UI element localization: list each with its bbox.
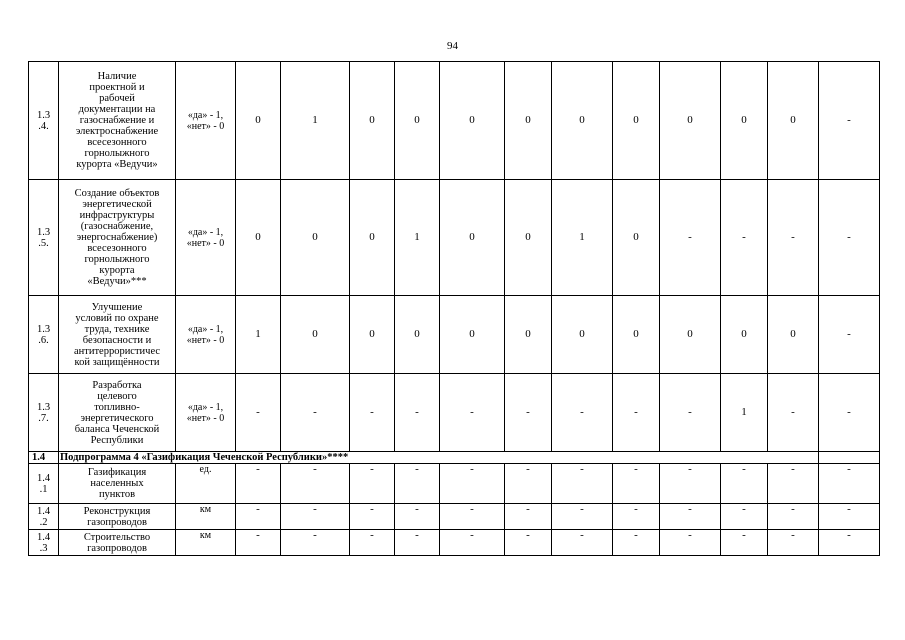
value-cell: - xyxy=(395,464,440,504)
value-cell: - xyxy=(236,504,281,530)
value-cell: - xyxy=(660,504,721,530)
value-cell: - xyxy=(768,464,819,504)
row-number-line: 1.4 xyxy=(36,531,51,543)
value-cell: - xyxy=(552,374,613,452)
table-row xyxy=(29,464,880,504)
value-cell: - xyxy=(505,504,552,530)
value-cell: - xyxy=(613,504,660,530)
value-cell: 0 xyxy=(505,296,552,374)
unit-line: «да» - 1, xyxy=(187,109,224,121)
indicator-name-line: Газификация xyxy=(87,467,147,478)
value-cell-last: - xyxy=(819,374,880,452)
value-cell: 0 xyxy=(505,180,552,296)
page-number: 94 xyxy=(447,40,458,52)
value-cell: 0 xyxy=(281,296,350,374)
unit-cell xyxy=(176,530,236,556)
value-cell: - xyxy=(281,464,350,504)
value-cell: 0 xyxy=(768,62,819,180)
indicator-name-line: газопроводов xyxy=(87,542,147,554)
unit-line: км xyxy=(199,530,212,541)
row-number-line: .3 xyxy=(39,542,48,554)
row-number-line: .6. xyxy=(38,334,49,346)
value-cell: - xyxy=(721,464,768,504)
value-cell-last: - xyxy=(819,296,880,374)
value-cell: 1 xyxy=(552,180,613,296)
indicator-name xyxy=(59,374,176,452)
indicator-name xyxy=(59,180,176,296)
value-cell: - xyxy=(552,504,613,530)
value-cell: - xyxy=(440,374,505,452)
indicator-name-line: Строительство xyxy=(83,531,151,543)
value-cell: 0 xyxy=(281,180,350,296)
unit-line: «нет» - 0 xyxy=(186,334,225,346)
unit-cell xyxy=(176,62,236,180)
row-number xyxy=(29,374,59,452)
section-end-cell xyxy=(819,452,880,464)
value-cell: 0 xyxy=(721,296,768,374)
indicator-name-line: населенных xyxy=(90,478,144,489)
value-cell: - xyxy=(281,530,350,556)
value-cell: - xyxy=(613,374,660,452)
table-row xyxy=(29,180,880,296)
row-number xyxy=(29,296,59,374)
indicator-name-line: курорта «Ведучи» xyxy=(76,159,158,170)
indicator-name-line: Республики xyxy=(90,434,144,446)
indicator-name-line: баланса Чеченской xyxy=(74,423,160,435)
indicator-name-line: газопроводов xyxy=(87,516,147,528)
unit-cell xyxy=(176,504,236,530)
row-number-line: 1.3 xyxy=(36,226,51,238)
row-number-line: .7. xyxy=(38,412,49,424)
unit-line: «нет» - 0 xyxy=(186,120,225,132)
value-cell: 0 xyxy=(721,62,768,180)
row-number xyxy=(29,62,59,180)
indicator-name-line: инфраструктуры xyxy=(79,210,155,221)
value-cell: - xyxy=(552,464,613,504)
value-cell: - xyxy=(768,530,819,556)
unit-cell xyxy=(176,464,236,504)
unit-line: ед. xyxy=(199,464,212,475)
value-cell: - xyxy=(236,530,281,556)
row-number-line: .2 xyxy=(39,516,48,528)
value-cell: - xyxy=(440,464,505,504)
indicator-name xyxy=(59,504,176,530)
value-cell: - xyxy=(768,180,819,296)
value-cell: - xyxy=(660,464,721,504)
unit-line: «нет» - 0 xyxy=(186,237,225,249)
value-cell: 0 xyxy=(395,62,440,180)
indicators-table xyxy=(28,61,880,556)
value-cell: 0 xyxy=(440,180,505,296)
unit-cell xyxy=(176,296,236,374)
value-cell: - xyxy=(395,504,440,530)
indicator-name-line: Реконструкция xyxy=(83,505,151,517)
value-cell: - xyxy=(505,374,552,452)
indicator-name-line: Улучшение xyxy=(91,301,143,313)
indicator-name-line: целевого xyxy=(97,390,137,402)
indicator-name xyxy=(59,296,176,374)
section-row xyxy=(29,452,880,464)
value-cell: 1 xyxy=(721,374,768,452)
value-cell: 0 xyxy=(613,62,660,180)
value-cell-last: - xyxy=(819,180,880,296)
value-cell: - xyxy=(281,374,350,452)
indicator-name-line: Создание объектов xyxy=(74,188,160,199)
value-cell: 0 xyxy=(440,62,505,180)
table-row xyxy=(29,62,880,180)
indicator-name-line: энергоснабжение) xyxy=(76,232,158,243)
indicator-name-line: (газоснабжение, xyxy=(80,221,154,232)
value-cell: 0 xyxy=(660,296,721,374)
value-cell: - xyxy=(395,374,440,452)
unit-line: «нет» - 0 xyxy=(186,412,225,424)
value-cell: 0 xyxy=(236,180,281,296)
row-number xyxy=(29,464,59,504)
value-cell: - xyxy=(660,180,721,296)
value-cell: 0 xyxy=(552,296,613,374)
indicator-name-line: труда, технике xyxy=(84,323,150,335)
value-cell: - xyxy=(613,530,660,556)
value-cell: - xyxy=(505,464,552,504)
row-number xyxy=(29,530,59,556)
indicator-name xyxy=(59,464,176,504)
value-cell: - xyxy=(236,374,281,452)
table-body xyxy=(29,62,880,556)
row-number-line: .4. xyxy=(38,120,49,132)
indicator-name-line: проектной и xyxy=(89,82,145,93)
value-cell: - xyxy=(613,464,660,504)
value-cell: 0 xyxy=(350,296,395,374)
section-number: 1.4 xyxy=(29,452,59,464)
indicator-name-line: горнолыжного xyxy=(84,254,150,265)
table-row xyxy=(29,374,880,452)
value-cell: - xyxy=(350,530,395,556)
value-cell: 0 xyxy=(552,62,613,180)
table-row xyxy=(29,296,880,374)
indicator-name-line: электроснабжение xyxy=(75,126,159,137)
value-cell: - xyxy=(395,530,440,556)
unit-line: «да» - 1, xyxy=(187,323,224,335)
indicator-name xyxy=(59,62,176,180)
indicator-name-line: курорта xyxy=(99,265,135,276)
row-number-line: 1.3 xyxy=(36,109,51,121)
value-cell: - xyxy=(721,180,768,296)
value-cell: - xyxy=(660,374,721,452)
unit-cell xyxy=(176,180,236,296)
table-row xyxy=(29,504,880,530)
table-row xyxy=(29,530,880,556)
value-cell: 0 xyxy=(440,296,505,374)
indicator-name-line: энергетического xyxy=(80,412,154,424)
value-cell: - xyxy=(350,504,395,530)
indicator-name-line: документации на xyxy=(78,104,156,115)
row-number xyxy=(29,180,59,296)
indicator-name-line: газоснабжение и xyxy=(79,115,155,126)
row-number-line: .5. xyxy=(38,237,49,249)
indicator-name-line: антитеррористичес xyxy=(73,345,161,357)
unit-cell xyxy=(176,374,236,452)
value-cell-last: - xyxy=(819,464,880,504)
value-cell: - xyxy=(721,504,768,530)
row-number-line: 1.4 xyxy=(36,505,51,517)
value-cell: 1 xyxy=(395,180,440,296)
value-cell: - xyxy=(505,530,552,556)
row-number xyxy=(29,504,59,530)
value-cell: - xyxy=(350,374,395,452)
value-cell: - xyxy=(440,504,505,530)
value-cell: 0 xyxy=(613,296,660,374)
value-cell: - xyxy=(552,530,613,556)
value-cell: - xyxy=(721,530,768,556)
value-cell: 0 xyxy=(660,62,721,180)
value-cell: 0 xyxy=(350,62,395,180)
indicator-name xyxy=(59,530,176,556)
section-title: Подпрограмма 4 «Газификация Чеченской Республики»**** xyxy=(59,452,819,464)
indicator-name-line: топливно- xyxy=(94,401,140,413)
value-cell: - xyxy=(281,504,350,530)
row-number-line: 1.4 xyxy=(36,472,51,484)
value-cell: - xyxy=(350,464,395,504)
value-cell: - xyxy=(660,530,721,556)
value-cell-last: - xyxy=(819,62,880,180)
indicator-name-line: пунктов xyxy=(98,489,136,500)
value-cell: 1 xyxy=(236,296,281,374)
value-cell: 0 xyxy=(350,180,395,296)
indicator-name-line: Разработка xyxy=(92,379,142,391)
unit-line: «да» - 1, xyxy=(187,401,224,413)
value-cell: 1 xyxy=(281,62,350,180)
value-cell-last: - xyxy=(819,504,880,530)
indicator-name-line: Наличие xyxy=(97,71,137,82)
indicator-name-line: безопасности и xyxy=(82,334,152,346)
indicator-name-line: «Ведучи»*** xyxy=(87,276,147,287)
unit-line: «да» - 1, xyxy=(187,226,224,238)
value-cell: - xyxy=(768,504,819,530)
value-cell: 0 xyxy=(505,62,552,180)
indicator-name-line: рабочей xyxy=(99,93,135,104)
value-cell-last: - xyxy=(819,530,880,556)
row-number-line: 1.3 xyxy=(36,323,51,335)
indicator-name-line: кой защищённости xyxy=(74,356,160,368)
value-cell: 0 xyxy=(395,296,440,374)
indicator-name-line: всесезонного xyxy=(87,243,147,254)
value-cell: 0 xyxy=(613,180,660,296)
indicator-name-line: всесезонного xyxy=(87,137,147,148)
row-number-line: 1.3 xyxy=(36,401,51,413)
value-cell: 0 xyxy=(236,62,281,180)
indicator-name-line: энергетической xyxy=(82,199,152,210)
value-cell: - xyxy=(440,530,505,556)
indicator-name-line: горнолыжного xyxy=(84,148,150,159)
unit-line: км xyxy=(199,504,212,515)
indicator-name-line: условий по охране xyxy=(75,312,159,324)
value-cell: - xyxy=(768,374,819,452)
row-number-line: .1 xyxy=(39,483,48,495)
value-cell: 0 xyxy=(768,296,819,374)
value-cell: - xyxy=(236,464,281,504)
